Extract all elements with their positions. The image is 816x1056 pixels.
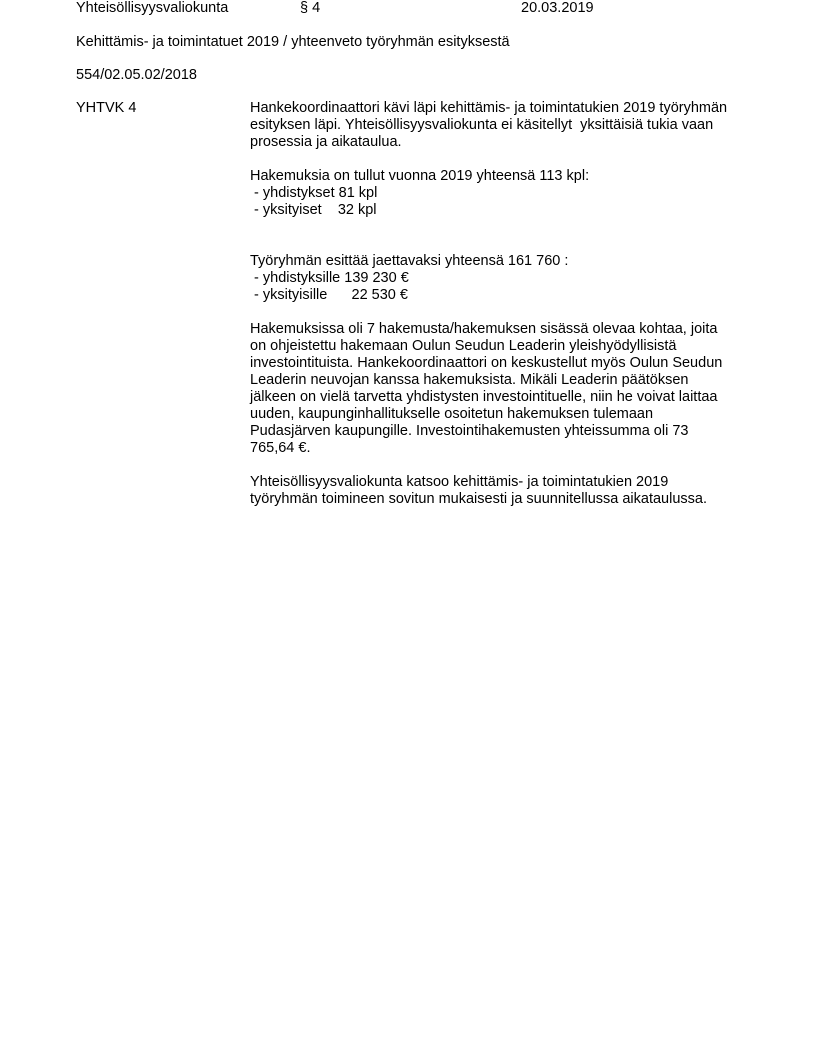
intro-paragraph xyxy=(250,100,750,151)
item-body xyxy=(250,100,750,508)
subject-title: Kehittämis- ja toimintatuet 2019 / yhteenveto työryhmän esityksestä xyxy=(76,34,510,50)
proposal-block xyxy=(250,253,750,304)
conclusion-line: Yhteisöllisyysvaliokunta katsoo kehittämis- ja toimintatukien 2019 xyxy=(250,474,669,490)
intro-line: Hankekoordinaattori kävi läpi kehittämis- ja toimintatukien 2019 työryhmän xyxy=(250,100,728,116)
proposal-heading: Työryhmän esittää jaettavaksi yhteensä 161 760 : xyxy=(250,253,569,269)
investment-line: Hakemuksissa oli 7 hakemusta/hakemuksen sisässä olevaa kohtaa, joita xyxy=(250,321,718,337)
record-number: 554/02.05.02/2018 xyxy=(76,67,197,83)
intro-line: prosessia ja aikataulua. xyxy=(250,134,402,150)
investment-line: investointituista. Hankekoordinaattori on keskustellut myös Oulun Seudun xyxy=(250,355,723,371)
investment-line: 765,64 €. xyxy=(250,440,311,456)
committee-name: Yhteisöllisyysvaliokunta xyxy=(76,0,229,16)
intro-line: esityksen läpi. Yhteisöllisyysvaliokunta ei käsitellyt yksittäisiä tukia vaan xyxy=(250,117,714,133)
investment-line: uuden, kaupunginhallitukselle osoitetun hakemuksen tulemaan xyxy=(250,406,654,422)
investment-line: jälkeen on vielä tarvetta yhdistysten investointituelle, niin he voivat laittaa xyxy=(250,389,718,405)
proposal-item-private: - yksityisille 22 530 € xyxy=(250,287,408,303)
applications-heading: Hakemuksia on tullut vuonna 2019 yhteensä 113 kpl: xyxy=(250,168,590,184)
applications-block xyxy=(250,168,750,219)
conclusion-paragraph xyxy=(250,474,750,508)
applications-item-private: - yksityiset 32 kpl xyxy=(250,202,377,218)
investment-line: Pudasjärven kaupungille. Investointihakemusten yhteissumma oli 73 xyxy=(250,423,689,439)
investment-line: on ohjeistettu hakemaan Oulun Seudun Leaderin yleishyödyllisistä xyxy=(250,338,677,354)
investment-paragraph xyxy=(250,321,750,457)
section-number: § 4 xyxy=(300,0,321,16)
conclusion-line: työryhmän toimineen sovitun mukaisesti ja suunnitellussa aikataulussa. xyxy=(250,491,707,507)
investment-line: Leaderin neuvojan kanssa hakemuksista. Mikäli Leaderin päätöksen xyxy=(250,372,689,388)
item-code: YHTVK 4 xyxy=(76,100,137,116)
meeting-date: 20.03.2019 xyxy=(521,0,594,16)
applications-item-associations: - yhdistykset 81 kpl xyxy=(250,185,378,201)
proposal-item-associations: - yhdistyksille 139 230 € xyxy=(250,270,409,286)
